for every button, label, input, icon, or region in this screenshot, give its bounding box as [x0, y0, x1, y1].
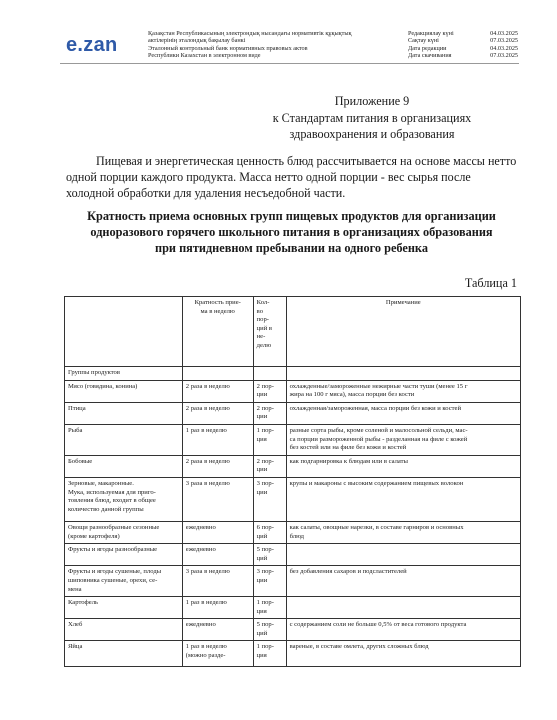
frequency-cell: 2 раза в неделю	[182, 455, 253, 477]
title-line: Кратность приема основных групп пищевых продуктов для организации	[87, 209, 496, 223]
appendix-heading	[247, 93, 497, 143]
frequency-cell: 3 раза в неделю	[182, 566, 253, 597]
note-cell: крупы и макароны с высоким содержанием пищевых волокон	[286, 477, 520, 521]
header-group	[65, 297, 183, 367]
date-value: 07.03.2025	[490, 37, 518, 45]
group-caption: Группы продуктов	[65, 367, 183, 381]
product-group-cell: Мясо (говядина, конина)	[65, 380, 183, 402]
appendix-line: здравоохранения и образования	[289, 127, 455, 141]
food-frequency-table	[64, 296, 521, 667]
frequency-cell: 1 раз в неделю	[182, 597, 253, 619]
note-cell: без добавления сахаров и подсластителей	[286, 566, 520, 597]
table-row	[65, 619, 521, 641]
note-cell: охлажденная/замороженная, масса порции без кожи и костей	[286, 402, 520, 424]
note-cell: вареные, в составе омлета, других сложных блюд	[286, 641, 520, 667]
frequency-cell: 1 раз в неделю	[182, 424, 253, 455]
note-cell: разные сорта рыбы, кроме соленой и малосольной сельди, мас- са порции размороженной рыбы - разделанная на филе с кожей без костей или на филе без кожи и костей	[286, 424, 520, 455]
frequency-cell: 2 раза в неделю	[182, 380, 253, 402]
product-group-cell: Яйца	[65, 641, 183, 667]
frequency-cell: 3 раза в неделю	[182, 477, 253, 521]
portions-cell: 2 пор- ции	[253, 402, 286, 424]
date-label: Дата скачивания	[408, 52, 452, 60]
portions-cell: 3 пор- ции	[253, 566, 286, 597]
product-group-cell: Птица	[65, 402, 183, 424]
header-portions: Кол- во пор- ций в не- делю	[253, 297, 286, 367]
portions-cell: 1 пор- ция	[253, 597, 286, 619]
date-row	[408, 37, 518, 44]
portions-cell: 3 пор- ции	[253, 477, 286, 521]
source-line: Республики Казахстан в электронном виде	[148, 52, 261, 60]
product-group-cell: Картофель	[65, 597, 183, 619]
table-row	[65, 424, 521, 455]
portions-cell: 6 пор- ций	[253, 521, 286, 543]
source-description	[148, 30, 398, 60]
table-row	[65, 566, 521, 597]
date-value: 04.03.2025	[490, 44, 518, 52]
appendix-line: Приложение 9	[334, 94, 410, 108]
source-line: актілерінің эталондық бақылау банкі	[148, 37, 246, 45]
note-cell: как подгарнировка к блюдам или в салаты	[286, 455, 520, 477]
note-cell: охлажденные/замороженные нежирные части туши (менее 15 г жира на 100 г мяса), масса порции без кости	[286, 380, 520, 402]
product-group-cell: Хлеб	[65, 619, 183, 641]
product-group-cell: Фрукты и ягоды сушеные, плоды шиповника сушеные, орехи, се- мена	[65, 566, 183, 597]
product-group-cell: Зерновые, макаронные. Мука, используемая для приго- товления блюд, входит в общее количество данной группы	[65, 477, 183, 521]
header-frequency: Кратность прие- ма в неделю	[182, 297, 253, 367]
note-cell: с содержанием соли не больше 0,5% от веса готового продукта	[286, 619, 520, 641]
document-title	[70, 208, 513, 256]
table-row	[65, 380, 521, 402]
frequency-cell: ежедневно	[182, 521, 253, 543]
table-label: Таблица 1	[464, 276, 517, 290]
frequency-cell: ежедневно	[182, 544, 253, 566]
title-line: одноразового горячего школьного питания в организациях образования	[90, 225, 493, 239]
frequency-cell: 2 раза в неделю	[182, 402, 253, 424]
ezan-logo: e.zan	[66, 34, 118, 56]
note-cell	[286, 544, 520, 566]
portions-cell: 1 пор- ция	[253, 641, 286, 667]
portions-cell: 2 пор- ции	[253, 380, 286, 402]
date-row	[408, 45, 518, 52]
frequency-cell: 1 раз в неделю (можно разде-	[182, 641, 253, 667]
note-cell	[286, 597, 520, 619]
date-label: Сақтау күні	[408, 37, 439, 45]
table-row	[65, 477, 521, 521]
table-header-row	[65, 297, 521, 367]
product-group-cell: Рыба	[65, 424, 183, 455]
portions-cell: 1 пор- ция	[253, 424, 286, 455]
intro-paragraph: Пищевая и энергетическая ценность блюд рассчитывается на основе массы нетто одной порции каждого продукта. Масса нетто одной порции - вес сырья после холодной обработки для удаления несъедобной части.	[66, 154, 517, 200]
table-row	[65, 641, 521, 667]
product-group-cell: Овощи разнообразные сезонные (кроме картофеля)	[65, 521, 183, 543]
note-cell: как салаты, овощные нарезки, в составе гарниров и основных блюд	[286, 521, 520, 543]
title-line: при пятидневном пребывании на одного ребенка	[155, 241, 428, 255]
document-dates	[408, 30, 518, 60]
table-row	[65, 402, 521, 424]
date-label: Редакциялау күні	[408, 30, 454, 37]
source-line: Эталонный контрольный банк нормативных правовых актов	[148, 44, 308, 52]
source-line: Қазақстан Республикасының электрондық нысандағы нормативтік құқықтық	[148, 30, 352, 37]
portions-cell: 5 пор- ций	[253, 619, 286, 641]
date-value: 04.03.2025	[490, 30, 518, 37]
portions-cell: 2 пор- ции	[253, 455, 286, 477]
date-row	[408, 30, 518, 37]
table-row	[65, 597, 521, 619]
header-note: Примечание	[286, 297, 520, 367]
group-caption-row	[65, 367, 521, 381]
header-divider	[60, 63, 519, 64]
table-row	[65, 521, 521, 543]
table-row	[65, 544, 521, 566]
product-group-cell: Фрукты и ягоды разнообразные	[65, 544, 183, 566]
appendix-line: к Стандартам питания в организациях	[272, 110, 472, 125]
date-value: 07.03.2025	[490, 52, 518, 60]
frequency-cell: ежедневно	[182, 619, 253, 641]
date-label: Дата редакции	[408, 44, 447, 52]
product-group-cell: Бобовые	[65, 455, 183, 477]
portions-cell: 5 пор- ций	[253, 544, 286, 566]
date-row	[408, 52, 518, 59]
table-row	[65, 455, 521, 477]
